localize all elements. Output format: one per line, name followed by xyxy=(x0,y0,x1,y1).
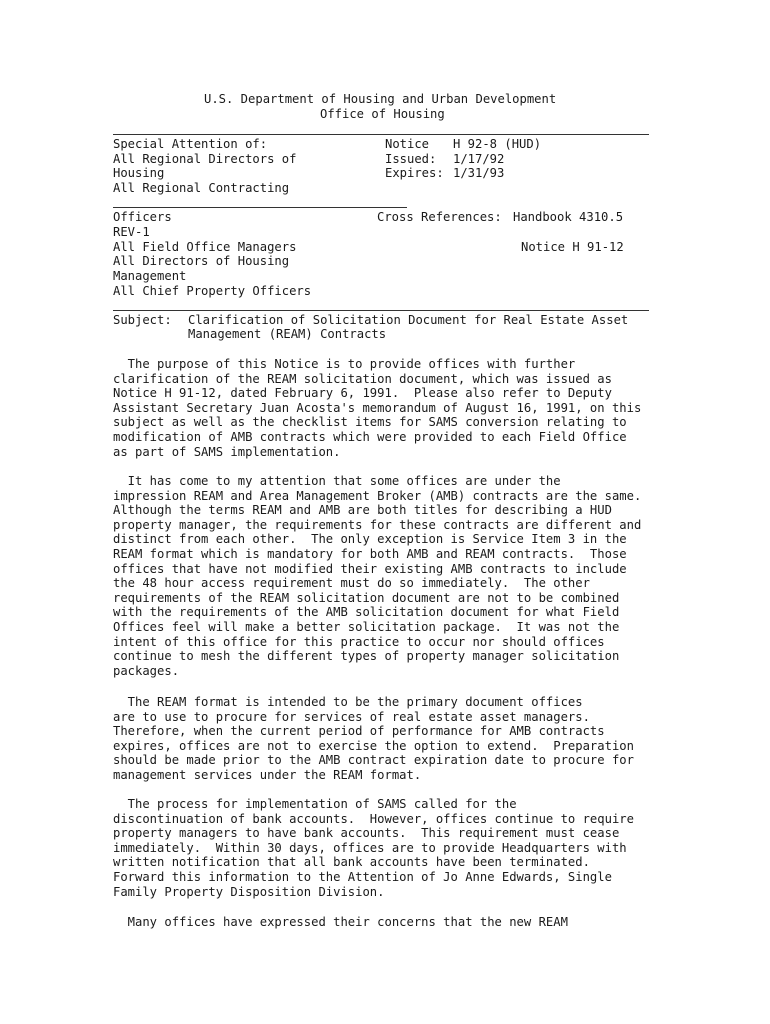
body-paragraph: The REAM format is intended to be the primary document offices are to use to procure for services of real estate asset managers. Therefore, when the current period of performance for AMB contracts expires, offices are not to exercise the option to extend. Preparation should be made prior to the AMB contract expiration date to procure for management services under the REAM format. xyxy=(113,695,634,782)
subject-label: Subject: xyxy=(113,313,172,327)
body-paragraph: Many offices have expressed their concerns that the new REAM xyxy=(113,915,568,929)
body-paragraph: It has come to my attention that some offices are under the impression REAM and Area Management Broker (AMB) contracts are the same. Although the terms REAM and AMB are both titles for describing a HUD property manager, the requirements for these contracts are different and distinct from each other. The only exception is Service Item 3 in the REAM format which is mandatory for both AMB and REAM contracts. Those offices that have not modified their existing AMB contracts to include the 48 hour access requirement must do so immediately. The other requirements of the REAM solicitation document are not to be combined with the requirements of the AMB solicitation document for what Field Offices feel will make a better solicitation package. It was not the intent of this office for this practice to occur nor should offices continue to mesh the different types of property manager solicitation packages. xyxy=(113,474,642,678)
header-divider xyxy=(113,134,649,135)
subject-text: Clarification of Solicitation Document for Real Estate Asset xyxy=(188,313,629,327)
cross-reference: Notice H 91-12 xyxy=(521,240,624,254)
attention-line: All Field Office Managers xyxy=(113,240,297,254)
body-paragraph: The purpose of this Notice is to provide offices with further clarification of the REAM solicitation document, which was issued as Notice H 91-12, dated February 6, 1991. Please also refer to Deputy Assistant Secretary Juan Acosta's memorandum of August 16, 1991, on this subject as well as the checklist items for SAMS conversion relating to modification of AMB contracts which were provided to each Field Office as part of SAMS implementation. xyxy=(113,357,642,459)
notice-expires-label: Expires: xyxy=(385,166,444,180)
notice-number-label: Notice xyxy=(385,137,430,151)
notice-number: H 92-8 (HUD) xyxy=(453,137,542,151)
attention-line: All Chief Property Officers xyxy=(113,284,312,298)
subject-text: Management (REAM) Contracts xyxy=(188,327,387,341)
body-paragraph: The process for implementation of SAMS called for the discontinuation of bank accounts. However, offices continue to require property managers to have bank accounts. This requirement must cease immediately. Within 30 days, offices are to provide Headquarters with written notification that all bank accounts have been terminated. Forward this information to the Attention of Jo Anne Edwards, Single Family Property Disposition Division. xyxy=(113,797,634,899)
attention-line: All Regional Contracting xyxy=(113,181,290,195)
attention-line: Management xyxy=(113,269,187,283)
attention-line: All Regional Directors of xyxy=(113,152,297,166)
subject-divider xyxy=(113,310,649,311)
attention-label: Special Attention of: xyxy=(113,137,268,151)
attention-line: All Directors of Housing xyxy=(113,254,290,268)
attention-divider xyxy=(113,207,407,208)
notice-expires-date: 1/31/93 xyxy=(453,166,505,180)
agency-title: U.S. Department of Housing and Urban Development xyxy=(204,92,557,106)
office-title: Office of Housing xyxy=(320,107,445,121)
attention-line: Housing xyxy=(113,166,165,180)
cross-references-label: Cross References: xyxy=(377,210,502,224)
cross-reference: Handbook 4310.5 xyxy=(513,210,624,224)
notice-issued-label: Issued: xyxy=(385,152,437,166)
attention-line: Officers xyxy=(113,210,172,224)
attention-line: REV-1 xyxy=(113,225,150,239)
notice-issued-date: 1/17/92 xyxy=(453,152,505,166)
